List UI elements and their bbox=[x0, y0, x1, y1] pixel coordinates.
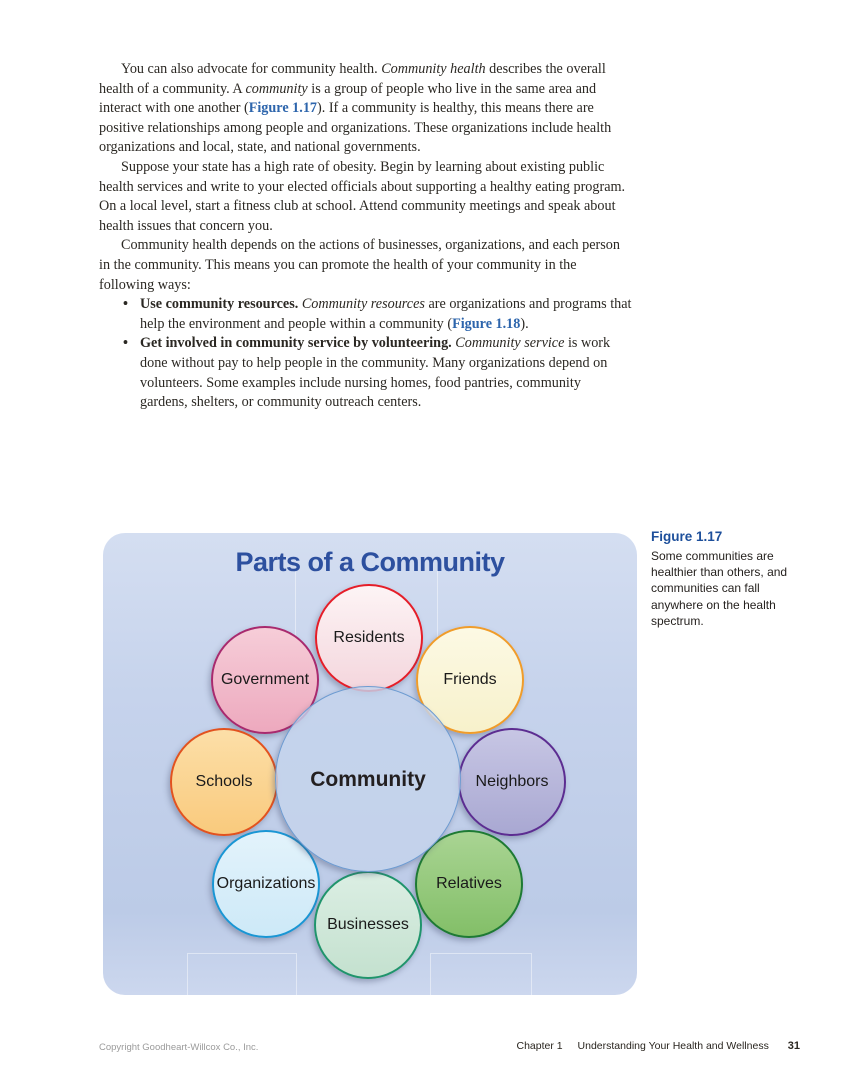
text-run: Community health depends on the actions of businesses, organizations, and each person in the community. This means you can promote the health of your community in the following ways: bbox=[99, 237, 620, 293]
page-footer bbox=[99, 1040, 800, 1056]
text-run: community bbox=[245, 80, 308, 97]
text-run: You can also advocate for community health. bbox=[121, 61, 382, 77]
figure-panel bbox=[103, 533, 637, 995]
bullet-list bbox=[99, 295, 632, 413]
text-run: Community health bbox=[381, 61, 486, 77]
body-paragraph bbox=[99, 60, 632, 158]
circle-label-community: Community bbox=[310, 767, 426, 791]
copyright-notice: Copyright Goodheart-Willcox Co., Inc. bbox=[99, 1042, 259, 1053]
figure-reference[interactable]: Figure 1.18 bbox=[452, 315, 521, 332]
bullet-item bbox=[123, 295, 632, 334]
body-text bbox=[99, 60, 632, 413]
text-run: are organizations and programs that help the environment and people within a community ( bbox=[140, 296, 632, 332]
text-run: ). bbox=[520, 315, 529, 332]
circle-label-government: Government bbox=[220, 671, 310, 688]
figure-caption-text: Some communities are healthier than others, and communities can fall anywhere on the health spectrum. bbox=[651, 549, 788, 628]
bullet-text bbox=[140, 295, 632, 334]
circle-schools bbox=[170, 728, 278, 836]
bullet-text bbox=[140, 334, 632, 412]
figure-reference[interactable]: Figure 1.17 bbox=[248, 100, 318, 117]
bullet-marker: • bbox=[123, 296, 128, 313]
circle-businesses bbox=[314, 871, 422, 979]
circle-label-friends: Friends bbox=[443, 671, 497, 688]
body-paragraph bbox=[99, 236, 632, 295]
text-run: Suppose your state has a high rate of obesity. Begin by learning about existing public health services and write to your elected officials about supporting a healthy eating program. On a local level, start a fitness club at school. Attend community meetings and speak about health issues that concern you. bbox=[99, 158, 626, 234]
circle-label-schools: Schools bbox=[195, 773, 253, 790]
text-run: Community resources bbox=[301, 296, 425, 313]
body-paragraph bbox=[99, 158, 632, 236]
circle-label-businesses: Businesses bbox=[327, 916, 409, 933]
text-run: Get involved in community service by volunteering. bbox=[140, 335, 456, 352]
circle-label-residents: Residents bbox=[333, 629, 405, 646]
chapter-label: Chapter 1 bbox=[516, 1040, 563, 1052]
figure-caption bbox=[651, 529, 806, 629]
chapter-title: Understanding Your Health and Wellness bbox=[577, 1040, 769, 1052]
circle-residents bbox=[315, 584, 423, 692]
text-run: describes the overall health of a community. A bbox=[99, 61, 606, 97]
bullet-marker: • bbox=[123, 335, 128, 352]
figure-caption-heading: Figure 1.17 bbox=[651, 529, 723, 544]
circle-label-neighbors: Neighbors bbox=[475, 773, 549, 790]
bullet-item bbox=[123, 334, 632, 412]
page-number: 31 bbox=[787, 1040, 800, 1052]
circle-label-relatives: Relatives bbox=[436, 875, 502, 892]
background-rect bbox=[187, 953, 297, 995]
text-run: Community service bbox=[455, 335, 565, 352]
figure-title: Parts of a Community bbox=[235, 547, 505, 577]
text-run: is a group of people who live in the same area and interact with one another ( bbox=[99, 80, 597, 117]
running-footer bbox=[517, 1040, 801, 1052]
circle-community bbox=[275, 686, 461, 872]
text-run: is work done without pay to help people in the community. Many organizations depend on volunteers. Some examples include nursing homes, food pantries, community gardens, shelters, or community outreach centers. bbox=[140, 335, 611, 411]
background-rect bbox=[430, 953, 532, 995]
text-run: ). If a community is healthy, this means there are positive relationships among people and organizations. These organizations include health organizations and local, state, and national governments. bbox=[99, 100, 612, 156]
circle-neighbors bbox=[458, 728, 566, 836]
circle-label-organizations: Organizations bbox=[216, 875, 316, 892]
text-run: Use community resources. bbox=[140, 296, 302, 313]
